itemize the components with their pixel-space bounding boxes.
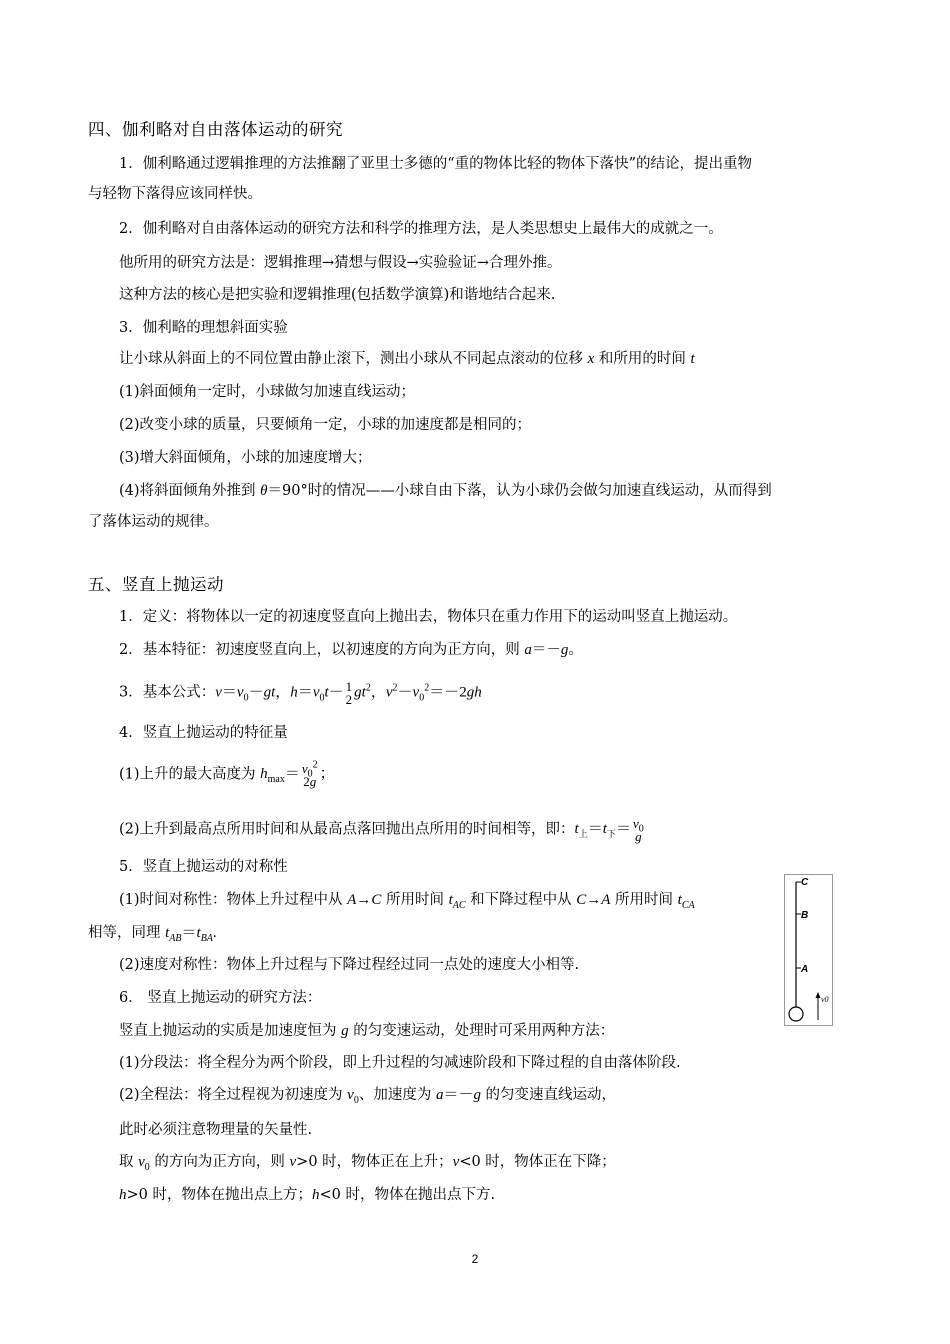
point-b-label: B	[801, 910, 809, 921]
page-number: 2	[471, 1252, 479, 1266]
sec5-feature: 2．基本特征：初速度竖直向上，以初速度的方向为正方向，则 a＝－g。	[119, 642, 583, 658]
sec4-ideal-slope-heading: 3．伽利略的理想斜面实验	[119, 320, 288, 336]
sec5-max-height: (1)上升的最大高度为 $h_{max}=$ $v_0^2$ 2g ；	[119, 759, 335, 789]
section-4-heading: 四、伽利略对自由落体运动的研究	[88, 120, 343, 139]
sec5-speed-symmetry: (2)速度对称性：物体上升过程与下降过程经过同一点处的速度大小相等.	[119, 957, 580, 973]
point-c-label: C	[801, 877, 809, 888]
sec5-symmetry-heading: 5．竖直上抛运动的对称性	[119, 859, 288, 875]
sec4-experiment-desc: 让小球从斜面上的不同位置由静止滚下，测出小球从不同起点滚动的位移 x 和所用的时间 t	[119, 351, 695, 367]
point-a-label: A	[801, 964, 809, 975]
v0-label: v0	[821, 995, 829, 1004]
sec4-item-3: (3)增大斜面倾角，小球的加速度增大；	[119, 450, 372, 466]
sec5-time-symmetry-line-2: 相等，同理 $t_{AB}=t_{BA}$.	[88, 925, 217, 944]
sec5-equal-time: (2)上升到最高点所用时间和从最高点落回抛出点所用的时间相等，即：$t_上=t_下=$ $v_0$ g	[119, 816, 644, 844]
sec5-time-symmetry-line-1: (1)时间对称性：物体上升过程中从 A→C 所用时间 $t_{AC}$ 和下降过程中从 C→A 所用时间 $t_{CA}$	[119, 892, 695, 911]
sec5-methods-heading: 6． 竖直上抛运动的研究方法：	[119, 990, 322, 1006]
section-5-heading: 五、竖直上抛运动	[88, 575, 224, 594]
sec4-item-2: (2)改变小球的质量，只要倾角一定，小球的加速度都是相同的；	[119, 417, 532, 433]
sec5-sign-velocity: 取 $v_0$ 的方向为正方向，则 v>0 时，物体正在上升；v<0 时，物体正在下降；	[119, 1154, 616, 1173]
sec5-definition: 1．定义：将物体以一定的初速度竖直向上抛出去，物体只在重力作用下的运动叫竖直上抛运动。	[119, 609, 738, 625]
sec4-item-1: (1)斜面倾角一定时，小球做匀加速直线运动；	[119, 384, 416, 400]
sec4-para-1-line-1: 1．伽利略通过逻辑推理的方法推翻了亚里士多德的“重的物体比轻的物体下落快”的结论，提出重物	[119, 156, 753, 172]
sec5-segment-method: (1)分段法：将全程分为两个阶段，即上升过程的匀减速阶段和下降过程的自由落体阶段.	[119, 1055, 681, 1071]
sec4-core: 这种方法的核心是把实验和逻辑推理(包括数学演算)和谐地结合起来.	[119, 287, 556, 303]
sec4-method: 他所用的研究方法是：逻辑推理→猜想与假设→实验验证→合理外推。	[119, 255, 562, 271]
sec5-vector-note: 此时必须注意物理量的矢量性.	[119, 1122, 313, 1138]
sec5-whole-method: (2)全程法：将全过程视为初速度为 $v_0$、加速度为 a＝－g 的匀变速直线运动，	[119, 1087, 617, 1106]
sec5-basic-formula: 3．基本公式：$v=v_0-gt$，$h=v_0t-$ 1 2 $gt^2$，$v^2-v_0^2=-2gh$	[119, 679, 482, 707]
ball-icon	[789, 1007, 803, 1021]
sec4-item-4-line-2: 了落体运动的规律。	[88, 514, 219, 530]
vertical-throw-figure	[784, 874, 833, 1026]
sec5-characteristic-heading: 4．竖直上抛运动的特征量	[119, 725, 288, 741]
sec4-para-2: 2．伽利略对自由落体运动的研究方法和科学的推理方法，是人类思想史上最伟大的成就之一。	[119, 221, 723, 237]
sec5-sign-height: h>0 时，物体在抛出点上方；h<0 时，物体在抛出点下方.	[119, 1187, 496, 1203]
sec5-essence: 竖直上抛运动的实质是加速度恒为 g 的匀变速运动，处理时可采用两种方法：	[119, 1023, 615, 1039]
sec4-item-4-line-1: (4)将斜面倾角外推到 θ＝90°时的情况——小球自由下落，认为小球仍会做匀加速直线运动，从而得到	[119, 483, 772, 499]
sec4-para-1-line-2: 与轻物下落得应该同样快。	[88, 186, 262, 202]
